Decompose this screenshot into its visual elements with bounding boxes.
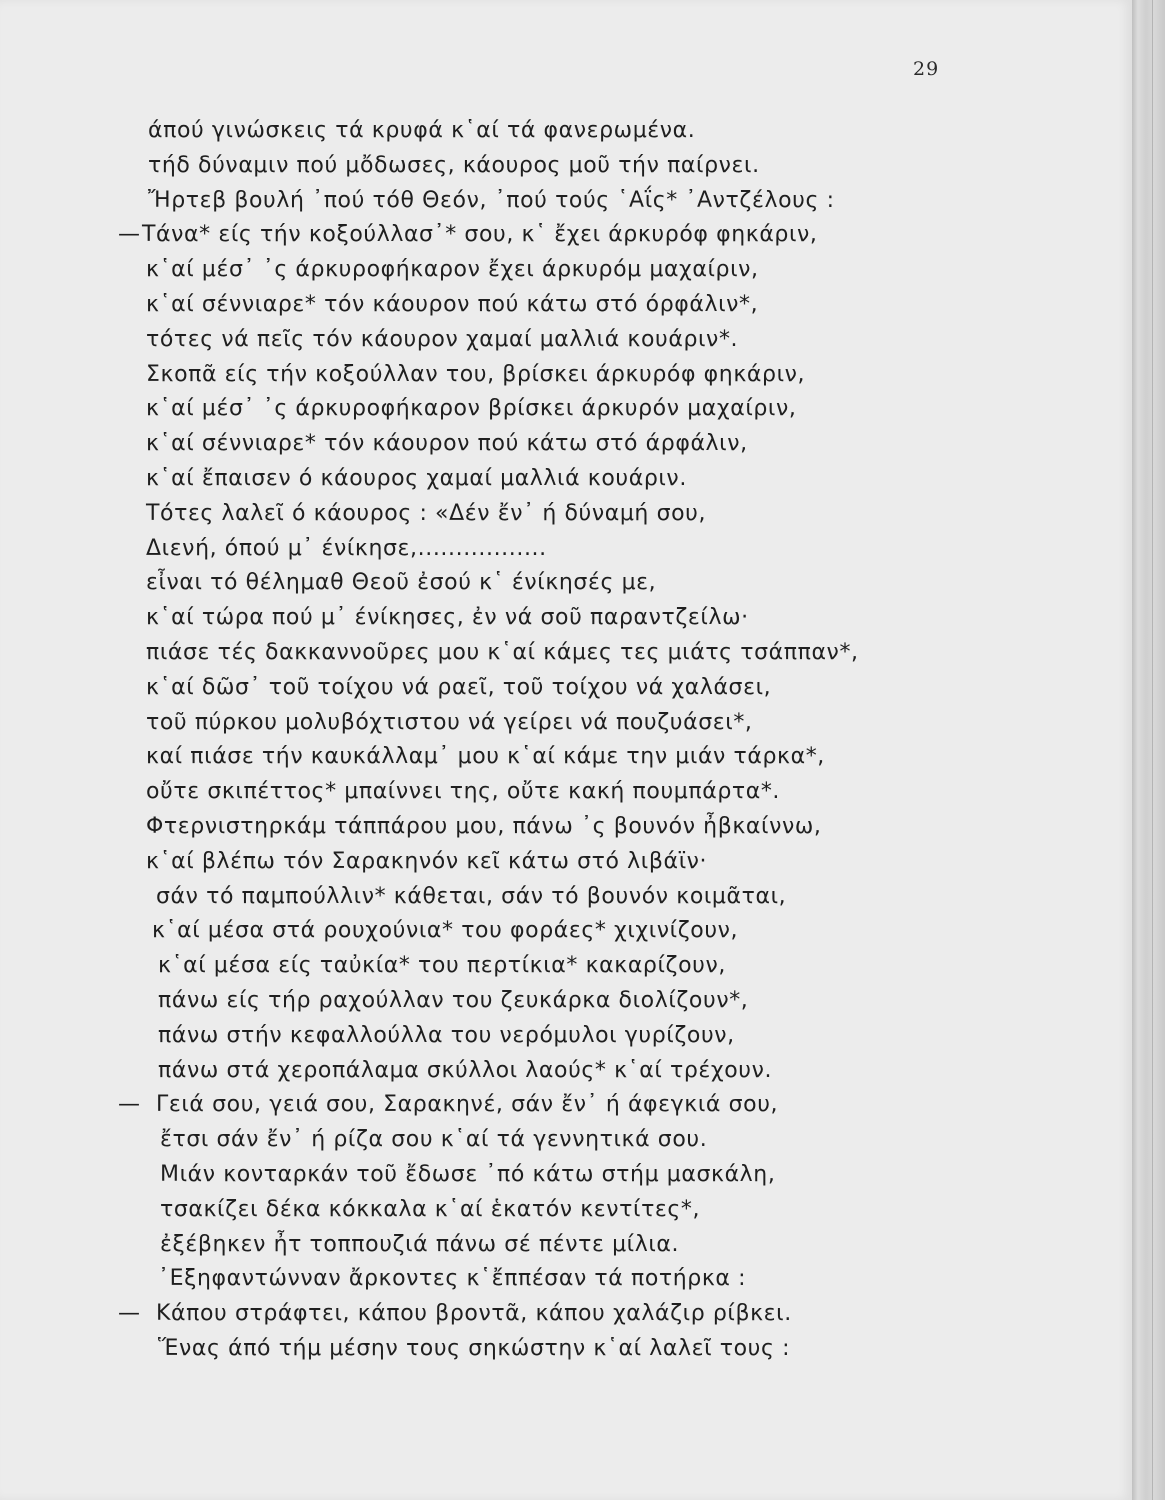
poem-line [0,392,1132,427]
poem-line-text: Τάνα* είς τήν κοξούλλασ᾿* σου, κ῾ ἔχει άρκυρόφ φηκάριν, [142,222,818,248]
page-number: 29 [913,58,940,80]
poem-line-text: κ῾αί μέσα είς ταὐκία* του περτίκια* κακαρίζουν, [158,953,726,979]
poem-line [0,566,1132,601]
poem-line [0,1123,1132,1158]
poem-line [0,149,1132,184]
poem-line-text: κ῾αί τώρα πού μ᾿ ένίκησες, ἐν νά σοῦ παραντζείλω· [146,605,749,631]
poem-line [0,1262,1132,1297]
poem-line-text: πάνω είς τήρ ραχούλλαν του ζευκάρκα διολίζουν*, [158,987,749,1013]
poem-line [0,740,1132,775]
poem-line [0,1193,1132,1228]
poem-line [0,671,1132,706]
poem-line-text: κ῾αί ἔπαισεν ό κάουρος χαμαί μαλλιά κουάριν. [146,465,687,491]
poem-line-text: ἔτσι σάν ἔν᾿ ή ρίζα σου κ῾αί τά γεννητικά σου. [160,1127,708,1153]
poem-line-text: Γειά σου, γειά σου, Σαρακηνέ, σάν ἔν᾿ ή άφεγκιά σου, [156,1092,779,1118]
poem-line [0,462,1132,497]
poem-line-text: κ῾αί μέσ᾿ ᾿ς άρκυροφήκαρον βρίσκει άρκυρόν μαχαίριν, [146,396,797,422]
poem-line-text: εἶναι τό θέλημαθ Θεοῦ ἐσού κ῾ ένίκησές με, [146,570,657,596]
poem-line-text: κ῾αί δῶσ᾿ τοῦ τοίχου νά ραεῖ, τοῦ τοίχου νά χαλάσει, [146,674,772,700]
poem-line-text: Σκοπᾶ είς τήν κοξούλλαν του, βρίσκει άρκυρόφ φηκάριν, [146,361,806,387]
poem-text [0,114,1132,1367]
poem-line-text: τοῦ πύρκου μολυβόχτιστου νά γείρει νά πουζυάσει*, [146,709,753,735]
poem-line [0,706,1132,741]
poem-line-text: τσακίζει δέκα κόκκαλα κ῾αί ἑκατόν κεντίτες*, [160,1196,701,1222]
poem-line-text: κ῾αί σέννιαρε* τόν κάουρον πού κάτω στό άρφάλιν, [146,431,748,457]
poem-line-text: πάνω στήν κεφαλλούλλα του νερόμυλοι γυρίζουν, [158,1022,735,1048]
poem-line [0,1088,1132,1123]
poem-line-text: πιάσε τές δακκαννοῦρες μου κ῾αί κάμες τες μιάτς τσάππαν*, [146,639,859,665]
poem-line-text: καί πιάσε τήν καυκάλλαμ᾿ μου κ῾αί κάμε την μιάν τάρκα*, [146,744,825,770]
poem-line-text: Μιάν κονταρκάν τοῦ ἔδωσε ᾿πό κάτω στήμ μασκάλη, [160,1161,776,1187]
poem-line [0,1228,1132,1263]
poem-line [0,1297,1132,1332]
poem-line-text: Κάπου στράφτει, κάπου βροντᾶ, κάπου χαλάζιρ ρίβκει. [156,1301,792,1327]
poem-line [0,114,1132,149]
poem-line [0,601,1132,636]
poem-line-text: τότες νά πεῖς τόν κάουρον χαμαί μαλλιά κουάριν*. [146,326,739,352]
poem-line-text: ᾿Εξηφαντώνναν ἄρκοντες κ῾ἔππέσαν τά ποτήρκα : [158,1266,747,1292]
poem-line [0,984,1132,1019]
poem-line [0,323,1132,358]
poem-line [0,532,1132,567]
poem-line-text: Φτερνιστηρκάμ τάππάρου μου, πάνω ᾿ς βουνόν ἦβκαίννω, [146,813,822,839]
page-edge-line [1152,0,1153,1500]
poem-line-text: πάνω στά χεροπάλαμα σκύλλοι λαούς* κ῾αί τρέχουν. [158,1057,773,1083]
poem-line [0,218,1132,253]
poem-line-text: άπού γινώσκεις τά κρυφά κ῾αί τά φανερωμένα. [148,118,696,143]
poem-line-text: Διενή, όπού μ᾿ ένίκησε,................. [146,535,547,561]
dialogue-dash: — [118,1301,141,1327]
dialogue-dash: — [118,1092,141,1118]
poem-line-text: σάν τό παμπούλλιν* κάθεται, σάν τό βουνόν κοιμᾶται, [156,883,787,909]
poem-line [0,1054,1132,1089]
poem-line [0,775,1132,810]
poem-line [0,845,1132,880]
poem-line [0,184,1132,219]
poem-line [0,427,1132,462]
poem-line-text: κ῾αί μέσα στά ρουχούνια* του φοράες* χιχινίζουν, [152,918,739,944]
poem-line [0,358,1132,393]
poem-line [0,288,1132,323]
poem-line-text: Ἕνας άπό τήμ μέσην τους σηκώστην κ῾αί λαλεῖ τους : [158,1335,791,1361]
poem-line-text: κ῾αί βλέπω τόν Σαρακηνόν κεῖ κάτω στό λιβάϊν· [146,848,708,874]
poem-line [0,1019,1132,1054]
poem-line [0,1158,1132,1193]
poem-line-text: Τότες λαλεῖ ό κάουρος : «Δέν ἔν᾿ ή δύναμή σου, [146,500,707,526]
poem-line [0,253,1132,288]
poem-line [0,949,1132,984]
poem-line-text: κ῾αί μέσ᾿ ᾿ς άρκυροφήκαρον ἔχει άρκυρόμ μαχαίριν, [146,257,759,283]
poem-line [0,880,1132,915]
poem-line-text: οὔτε σκιπέττος* μπαίννει της, οὔτε κακή πουμπάρτα*. [146,779,781,805]
poem-line-text: Ἤρτεβ βουλή ᾿πού τόθ Θεόν, ᾿πού τούς ῾Αΐς* ᾿Αντζέλους : [148,187,835,213]
poem-line [0,497,1132,532]
poem-line [0,636,1132,671]
poem-line [0,1332,1132,1367]
page-edge [1132,0,1165,1500]
poem-line-text: κ῾αί σέννιαρε* τόν κάουρον πού κάτω στό όρφάλιν*, [146,291,759,317]
poem-line-text: ἐξέβηκεν ἦτ τοππουζιά πάνω σέ πέντε μίλια. [160,1231,680,1257]
poem-line [0,810,1132,845]
dialogue-dash: — [118,222,141,248]
poem-line-text: τήδ δύναμιν πού μὄδωσες, κάουρος μοῦ τήν παίρνει. [148,152,760,178]
poem-line [0,914,1132,949]
